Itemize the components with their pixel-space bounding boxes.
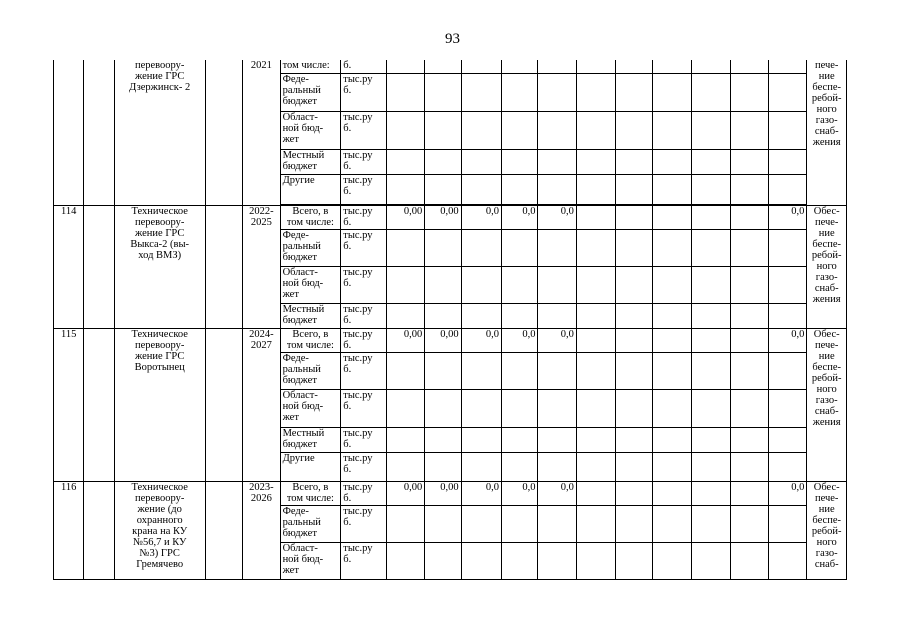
unit-label: тыс.ру б. (341, 352, 387, 389)
unit-label: тыс.ру б. (341, 427, 387, 452)
source-label: Феде- ральный бюджет (280, 229, 341, 266)
item-purpose: Обес- пече- ние беспе- ребой- ного газо- снаб- (807, 481, 847, 579)
source-label: Област- ной бюд- жет (280, 389, 341, 427)
value-cell: 0,0 (538, 205, 576, 229)
unit-label: тыс.ру б. (341, 505, 387, 542)
value-cell: 0,0 (769, 205, 807, 229)
unit-label: б. (341, 60, 387, 73)
unit-label: тыс.ру б. (341, 111, 387, 149)
unit-label: тыс.ру б. (341, 389, 387, 427)
source-label: Местный бюджет (280, 303, 341, 328)
unit-label: тыс.ру б. (341, 229, 387, 266)
source-label: Местный бюджет (280, 427, 341, 452)
unit-label: тыс.ру б. (341, 205, 387, 229)
source-label: Област- ной бюд- жет (280, 111, 341, 149)
source-label: Област- ной бюд- жет (280, 542, 341, 579)
item-name: перевоору- жение ГРС Дзержинск- 2 (114, 60, 205, 205)
value-cell: 0,0 (461, 481, 501, 505)
item-name: Техническое перевоору- жение ГРС Выкса-2 (вы- ход ВМЗ) (114, 205, 205, 328)
unit-label: тыс.ру б. (341, 149, 387, 174)
unit-label: тыс.ру б. (341, 452, 387, 481)
item-number: 116 (54, 481, 84, 579)
source-label: Феде- ральный бюджет (280, 352, 341, 389)
item-name: Техническое перевоору- жение ГРС Воротынец (114, 328, 205, 481)
table-row (54, 205, 847, 229)
value-cell: 0,0 (461, 328, 501, 352)
source-label: том числе: (280, 60, 341, 73)
unit-label: тыс.ру б. (341, 73, 387, 111)
budget-table (53, 60, 847, 580)
table-row (54, 481, 847, 505)
value-cell: 0,0 (502, 481, 538, 505)
value-cell: 0,0 (538, 481, 576, 505)
source-label: Другие (280, 174, 341, 204)
unit-label: тыс.ру б. (341, 266, 387, 303)
value-cell: 0,0 (538, 328, 576, 352)
item-years: 2022- 2025 (243, 205, 280, 328)
item-purpose: пече- ние беспе- ребой- ного газо- снаб- жения (807, 60, 847, 205)
item-years: 2021 (243, 60, 280, 205)
value-cell: 0,0 (461, 205, 501, 229)
item-name: Техническое перевоору- жение (до охранного крана на КУ №56,7 и КУ №3) ГРС Гремячево (114, 481, 205, 579)
item-number: 114 (54, 205, 84, 328)
source-label: Местный бюджет (280, 149, 341, 174)
source-label: Всего, в том числе: (280, 328, 341, 352)
value-cell: 0,0 (769, 328, 807, 352)
unit-label: тыс.ру б. (341, 328, 387, 352)
source-label: Феде- ральный бюджет (280, 505, 341, 542)
unit-label: тыс.ру б. (341, 542, 387, 579)
unit-label: тыс.ру б. (341, 303, 387, 328)
unit-label: тыс.ру б. (341, 481, 387, 505)
value-cell: 0,00 (386, 481, 424, 505)
value-cell: 0,00 (386, 328, 424, 352)
item-years: 2023- 2026 (243, 481, 280, 579)
value-cell: 0,00 (425, 205, 461, 229)
source-label: Всего, в том числе: (280, 481, 341, 505)
item-purpose: Обес- пече- ние беспе- ребой- ного газо- снаб- жения (807, 205, 847, 328)
value-cell: 0,0 (502, 328, 538, 352)
item-years: 2024- 2027 (243, 328, 280, 481)
item-number: 115 (54, 328, 84, 481)
source-label: Всего, в том числе: (280, 205, 341, 229)
item-purpose: Обес- пече- ние беспе- ребой- ного газо- снаб- жения (807, 328, 847, 481)
value-cell: 0,00 (425, 328, 461, 352)
value-cell: 0,00 (425, 481, 461, 505)
value-cell: 0,00 (386, 205, 424, 229)
value-cell: 0,0 (502, 205, 538, 229)
table-row (54, 328, 847, 352)
source-label: Феде- ральный бюджет (280, 73, 341, 111)
source-label: Другие (280, 452, 341, 481)
value-cell: 0,0 (769, 481, 807, 505)
table-row (54, 60, 847, 73)
source-label: Област- ной бюд- жет (280, 266, 341, 303)
unit-label: тыс.ру б. (341, 174, 387, 204)
page-number: 93 (445, 31, 460, 47)
